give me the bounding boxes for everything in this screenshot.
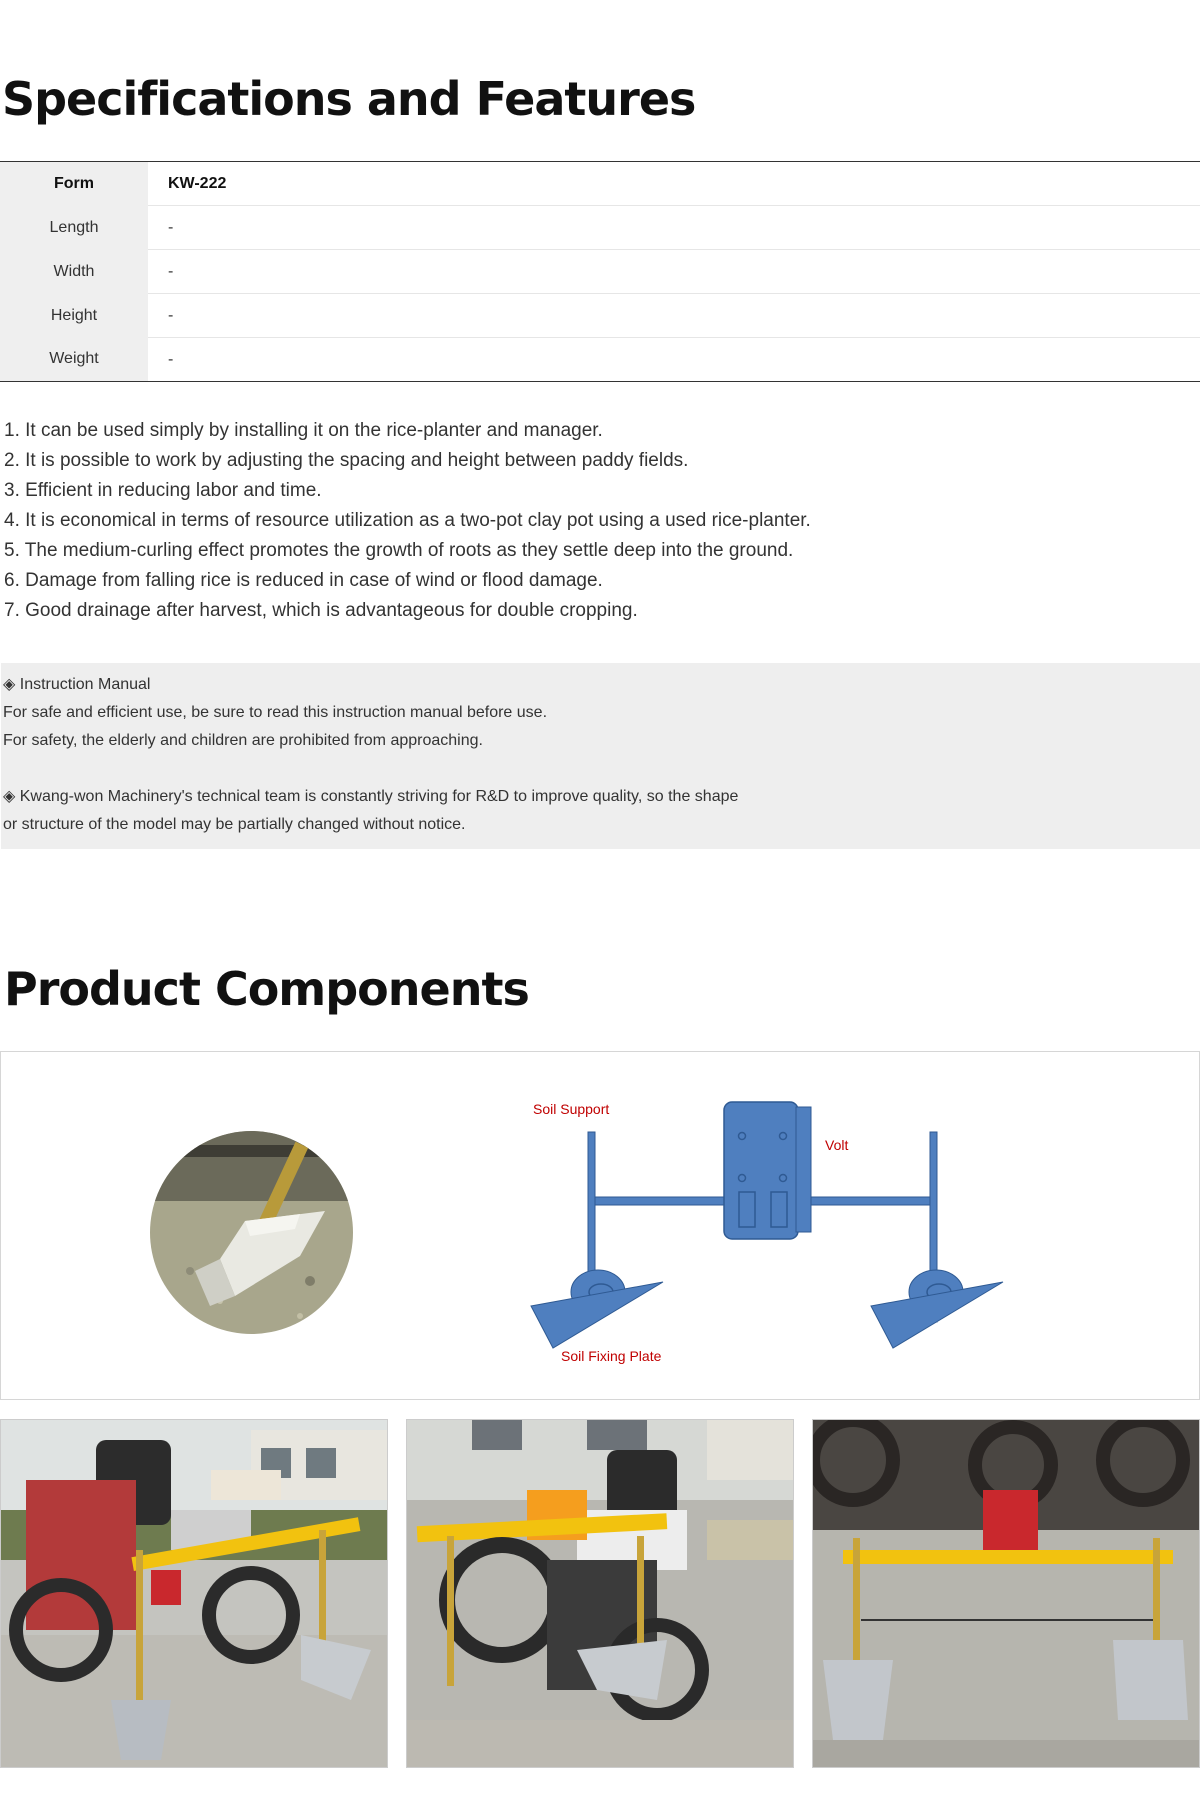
table-row [0, 338, 1200, 382]
page-title: Specifications and Features [2, 72, 696, 126]
spec-value: - [168, 350, 174, 368]
list-item: 1. It can be used simply by installing it on the rice-planter and manager. [4, 420, 603, 441]
label-volt: Volt [825, 1137, 849, 1153]
notice-text: For safe and efficient use, be sure to read this instruction manual before use. [3, 704, 548, 721]
list-item: 4. It is economical in terms of resource utilization as a two-pot clay pot using a used rice-planter. [4, 510, 811, 531]
spec-label: Height [0, 294, 148, 338]
feature-list [4, 416, 811, 626]
table-row [0, 162, 1200, 206]
product-photo [812, 1419, 1200, 1768]
spec-value: - [148, 250, 1200, 294]
product-photo [406, 1419, 794, 1768]
component-diagram-panel [0, 1051, 1200, 1400]
spec-label: Weight [0, 338, 148, 382]
spec-label: Form [0, 162, 148, 206]
list-item: 2. It is possible to work by adjusting the spacing and height between paddy fields. [4, 450, 689, 471]
label-soil-support: Soil Support [533, 1101, 610, 1117]
spec-label: Length [0, 206, 148, 250]
spec-table [0, 161, 1200, 382]
table-row [0, 206, 1200, 250]
table-row [0, 250, 1200, 294]
notice-text: or structure of the model may be partially changed without notice. [3, 816, 466, 833]
notice-box [1, 663, 1200, 849]
spacer [3, 755, 1198, 783]
spec-label: Width [0, 250, 148, 294]
spec-value: KW-222 [148, 162, 1200, 206]
spec-value: - [148, 206, 1200, 250]
component-diagram [1, 1052, 1200, 1401]
product-photo [0, 1419, 388, 1768]
list-item: 6. Damage from falling rice is reduced in case of wind or flood damage. [4, 570, 603, 591]
notice-heading: ◈ Instruction Manual [3, 676, 151, 693]
table-row [0, 294, 1200, 338]
list-item: 7. Good drainage after harvest, which is advantageous for double cropping. [4, 600, 638, 621]
list-item: 5. The medium-curling effect promotes the growth of roots as they settle deep into the ground. [4, 540, 794, 561]
list-item: 3. Efficient in reducing labor and time. [4, 480, 322, 501]
notice-text: ◈ Kwang-won Machinery's technical team is constantly striving for R&D to improve quality, so the shape [3, 788, 739, 805]
section-title: Product Components [4, 962, 529, 1016]
notice-text: For safety, the elderly and children are prohibited from approaching. [3, 732, 483, 749]
label-soil-fixing-plate: Soil Fixing Plate [561, 1348, 662, 1364]
spec-value: - [148, 294, 1200, 338]
